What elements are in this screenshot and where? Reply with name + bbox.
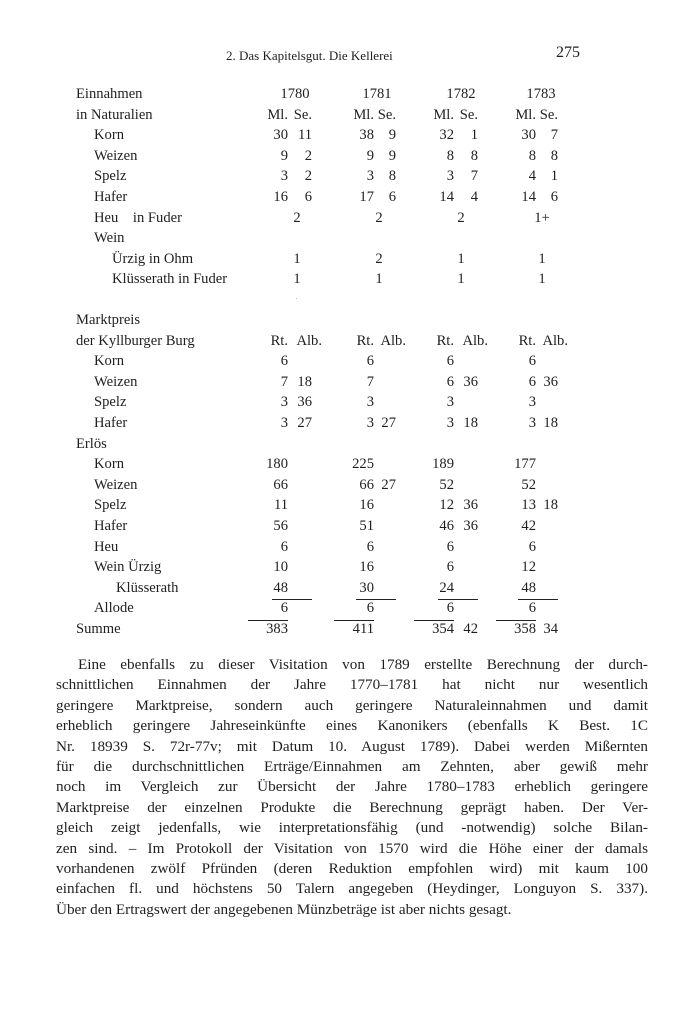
paragraph-line: schnittlichen Einnahmen der Jahre 1770–1781 hat nicht nur wesentlich [56, 676, 648, 694]
unit-header: Ml. [433, 106, 454, 123]
cell-value: 3 [446, 168, 454, 185]
cell-value: 6 [446, 538, 454, 555]
cell-value: 66 [273, 476, 288, 493]
cell-value: 48 [521, 579, 536, 596]
cell-value: 1 [470, 127, 478, 144]
cell-value: 6 [366, 538, 374, 555]
table-row [76, 516, 596, 537]
cell-value: 7 [470, 168, 478, 185]
cell-value: 1 [293, 271, 301, 288]
table-row [76, 125, 596, 146]
cell-value: 16 [359, 497, 374, 514]
row-label: Allode [94, 600, 134, 617]
table-heading-row [76, 84, 596, 105]
cell-value: 24 [439, 579, 454, 596]
cell-value: 10 [273, 559, 288, 576]
sum-value: 34 [543, 620, 558, 637]
row-label: Heu in Fuder [94, 209, 182, 226]
cell-value: 30 [273, 127, 288, 144]
cell-value: 66 [359, 476, 374, 493]
table-heading-row [76, 310, 596, 331]
cell-value: 8 [528, 147, 536, 164]
row-label: Heu [94, 538, 119, 555]
summe-row [76, 619, 596, 640]
table-row [76, 537, 596, 558]
cell-value: 3 [280, 168, 288, 185]
table-heading: Einnahmen [76, 86, 143, 102]
cell-value: 6 [496, 598, 536, 621]
row-label: Wein Ürzig [94, 559, 162, 576]
cell-value: 9 [280, 147, 288, 164]
body-paragraph [56, 655, 648, 920]
cell-value: 189 [432, 456, 454, 473]
unit-header: Rt. [518, 332, 536, 349]
table-row [76, 351, 596, 372]
row-label: Korn [94, 456, 124, 473]
unit-header: Rt. [270, 332, 288, 349]
cell-value: 6 [446, 353, 454, 370]
cell-value: 1 [457, 250, 465, 267]
cell-value: 7 [280, 373, 288, 390]
cell-value: 52 [521, 476, 536, 493]
paragraph-line: für die durchschnittlichen Erträge/Einnahmen am Zehnten, aber gewiß mehr [56, 757, 648, 775]
cell-value: 1 [538, 271, 546, 288]
cell-value: 6 [528, 373, 536, 390]
table-heading: der Kyllburger Burg [76, 332, 195, 349]
sum-value: 411 [352, 620, 374, 637]
table-row [76, 228, 596, 249]
cell-value: 2 [457, 209, 465, 226]
row-label: Spelz [94, 168, 127, 185]
table-row [76, 208, 596, 229]
row-label: Korn [94, 127, 124, 144]
cell-value [356, 598, 396, 600]
cell-value: 36 [543, 373, 558, 390]
table-row [76, 434, 596, 455]
year-header: 1781 [362, 86, 392, 102]
paragraph-line: erheblich geringere Jahreseinkünfte eines Kanonikers (ebenfalls K Best. 1C [56, 717, 648, 735]
table-row [76, 557, 596, 578]
cell-value: 11 [297, 127, 312, 144]
cell-value: 14 [521, 188, 536, 205]
cell-value: 2 [293, 209, 301, 226]
paragraph-line: zen sind. – Im Protokoll der Visitation von 1570 wird die Höhe einer der damals [56, 839, 648, 857]
cell-value: 3 [280, 414, 288, 431]
paragraph-line: geringere Marktpreise, sondern auch geringere Naturaleinnahmen und damit [56, 696, 648, 714]
cell-value: 7 [366, 373, 374, 390]
table-row [76, 392, 596, 413]
table-row [76, 249, 596, 270]
cell-value: 30 [359, 579, 374, 596]
sum-value: 42 [463, 620, 478, 637]
cell-value: 1 [293, 250, 301, 267]
paragraph-line: einfachen fl. und höchstens 50 Talern angegeben (Heydinger, Longuyon S. 337). [56, 880, 648, 898]
sum-value: 383 [266, 620, 288, 637]
cell-value: 3 [366, 414, 374, 431]
row-label: Ürzig in Ohm [112, 250, 194, 267]
row-label: Klüsserath in Fuder [112, 271, 228, 288]
page-number: 275 [556, 44, 580, 61]
year-header: 1783 [526, 86, 556, 102]
table-row [76, 413, 596, 434]
table-heading: in Naturalien [76, 106, 153, 123]
cell-value: 9 [366, 147, 374, 164]
table-row [76, 454, 596, 475]
cell-value: 9 [388, 127, 396, 144]
table-row [76, 475, 596, 496]
paragraph-line: vorhandenen zwölf Pfründen (deren Reduktion empfohlen wird) mit kaum 100 [56, 859, 648, 877]
cell-value: 6 [304, 188, 312, 205]
cell-value: 14 [439, 188, 454, 205]
marktpreis-table [76, 310, 596, 640]
cell-value [272, 598, 312, 600]
table-row [76, 269, 596, 290]
cell-value: 2 [375, 250, 383, 267]
table-row [76, 578, 596, 599]
unit-header: Ml. [267, 106, 288, 123]
cell-value: 3 [528, 414, 536, 431]
unit-header: Alb. [462, 332, 488, 349]
cell-value: 18 [543, 414, 558, 431]
cell-value: 3 [366, 394, 374, 411]
table-row [76, 166, 596, 187]
table-subheading-row [76, 331, 596, 352]
cell-value: 11 [273, 497, 288, 514]
cell-value: 6 [446, 559, 454, 576]
cell-value: 6 [280, 538, 288, 555]
cell-value: 46 [439, 517, 454, 534]
cell-value: 6 [388, 188, 396, 205]
cell-value: 3 [446, 394, 454, 411]
cell-value: 225 [352, 456, 374, 473]
cell-value: 12 [439, 497, 454, 514]
table-row [76, 187, 596, 208]
cell-value: 180 [266, 456, 288, 473]
row-label: Spelz [94, 497, 127, 514]
row-label: Weizen [94, 476, 138, 493]
cell-value: 6 [528, 353, 536, 370]
cell-value: 8 [388, 168, 396, 185]
row-label: Weizen [94, 373, 138, 390]
cell-value: 1+ [534, 209, 550, 226]
cell-value [518, 598, 558, 600]
unit-header: Se. [377, 106, 396, 123]
cell-value: 2 [375, 209, 383, 226]
cell-value: 2 [304, 168, 312, 185]
table-row [76, 146, 596, 167]
cell-value: 6 [280, 353, 288, 370]
unit-header: Ml. [353, 106, 374, 123]
cell-value: 8 [550, 147, 558, 164]
unit-header: Rt. [356, 332, 374, 349]
cell-value: 38 [359, 127, 374, 144]
cell-value: 6 [366, 353, 374, 370]
cell-value: 8 [470, 147, 478, 164]
cell-value: 8 [446, 147, 454, 164]
cell-value: 7 [550, 127, 558, 144]
unit-header: Se. [293, 106, 312, 123]
cell-value: 36 [463, 373, 478, 390]
table-row [76, 495, 596, 516]
cell-value: 1 [457, 271, 465, 288]
cell-value: 3 [366, 168, 374, 185]
cell-value: 56 [273, 517, 288, 534]
cell-value: 4 [470, 188, 478, 205]
row-label: Weizen [94, 147, 138, 164]
cell-value: 6 [414, 598, 454, 621]
cell-value: 36 [297, 394, 312, 411]
cell-value: 30 [521, 127, 536, 144]
cell-value: 6 [550, 188, 558, 205]
cell-value: 9 [388, 147, 396, 164]
cell-value: 3 [528, 394, 536, 411]
cell-value: 1 [550, 168, 558, 185]
cell-value: 42 [521, 517, 536, 534]
cell-value: 17 [359, 188, 374, 205]
unit-header: Alb. [296, 332, 322, 349]
table-row [76, 372, 596, 393]
row-label: Hafer [94, 414, 128, 431]
cell-value: 27 [381, 414, 396, 431]
row-label: Klüsserath [116, 579, 179, 596]
cell-value: 27 [297, 414, 312, 431]
cell-value: 32 [439, 127, 454, 144]
cell-value: 6 [446, 373, 454, 390]
cell-value: 3 [446, 414, 454, 431]
page-header [0, 44, 700, 68]
unit-header: Se. [539, 106, 558, 123]
cell-value: 6 [248, 598, 288, 621]
cell-value: 3 [280, 394, 288, 411]
section-label: Erlös [76, 435, 107, 452]
table-row [76, 598, 596, 619]
cell-value: 18 [297, 373, 312, 390]
paragraph-line: Eine ebenfalls zu dieser Visitation von 1789 erstellte Berechnung der durch- [78, 656, 648, 673]
paragraph-line: gleich zeigt jedenfalls, wie interpretationsfähig (und -notwendig) solche Bilan- [56, 819, 648, 837]
table-subheading-row [76, 105, 596, 126]
cell-value: 13 [521, 497, 536, 514]
paragraph-line: noch im Vergleich zur Übersicht der Jahre 1780–1783 erheblich geringere [56, 778, 648, 796]
row-label: Summe [76, 620, 121, 637]
running-title: 2. Das Kapitelsgut. Die Kellerei [226, 48, 393, 63]
cell-value: 6 [528, 538, 536, 555]
cell-value: 18 [543, 497, 558, 514]
cell-value: 36 [463, 497, 478, 514]
year-header: 1780 [280, 86, 310, 102]
cell-value: 4 [528, 168, 536, 185]
sum-value: 358 [514, 620, 536, 637]
cell-value [438, 598, 478, 600]
cell-value: 52 [439, 476, 454, 493]
paragraph-line: Über den Ertragswert der angegebenen Münzbeträge ist aber nichts gesagt. [56, 900, 512, 918]
cell-value: 48 [273, 579, 288, 596]
row-label: Wein [94, 230, 125, 247]
cell-value: 12 [521, 559, 536, 576]
year-header: 1782 [446, 86, 476, 102]
cell-value: 1 [375, 271, 383, 288]
cell-value: 18 [463, 414, 478, 431]
naturalien-table [76, 84, 596, 290]
cell-value: 2 [304, 147, 312, 164]
printing-speck [296, 298, 297, 299]
sum-value: 354 [432, 620, 454, 637]
paragraph-line: Nr. 18939 S. 72r-77v; mit Datum 10. August 1789). Dabei werden Mißernten [56, 737, 648, 755]
unit-header: Ml. [515, 106, 536, 123]
unit-header: Se. [459, 106, 478, 123]
cell-value: 16 [359, 559, 374, 576]
table-heading: Marktpreis [76, 312, 141, 328]
unit-header: Rt. [436, 332, 454, 349]
cell-value: 16 [273, 188, 288, 205]
row-label: Korn [94, 353, 124, 370]
row-label: Hafer [94, 517, 128, 534]
row-label: Spelz [94, 394, 127, 411]
unit-header: Alb. [542, 332, 568, 349]
row-label: Hafer [94, 188, 128, 205]
cell-value: 1 [538, 250, 546, 267]
cell-value: 36 [463, 517, 478, 534]
cell-value: 51 [359, 517, 374, 534]
cell-value: 177 [514, 456, 536, 473]
unit-header: Alb. [380, 332, 406, 349]
cell-value: 27 [381, 476, 396, 493]
cell-value: 6 [334, 598, 374, 621]
paragraph-line: Marktpreise der einzelnen Produkte die Berechnung geprägt haben. Der Ver- [56, 798, 648, 816]
